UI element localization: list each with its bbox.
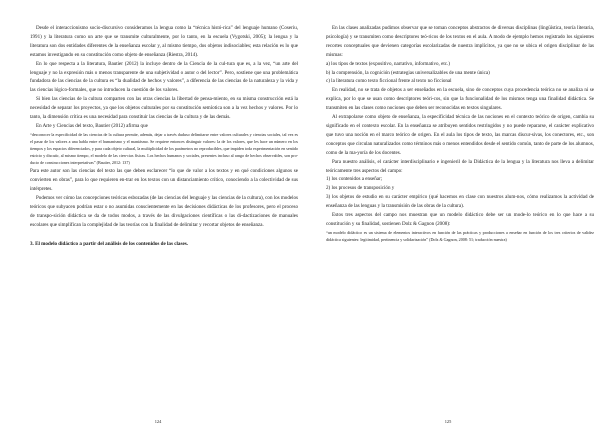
left-paragraph-2: En lo que respecta a la literatura, Bautier (2012) la incluye dentro de la Ciencia de la cul-tura que es, a la vez, “un arte del lenguaje y no la expresión más o menos transparente de una subjetividad o autor o del lector”. Pero, sostiene que una problemática fundadora de las ciencias de la cultura es “la dualidad de hechos y valores”, a diferencia de las ciencias de la naturaleza y la vida y las ciencias lógico-formales, que no introducen la cuestión de los valores. — [30, 60, 298, 94]
left-page-number: 124 — [154, 419, 162, 424]
left-page — [30, 24, 298, 424]
numbered-item-1: 1) los contenidos a enseñar; — [326, 176, 383, 183]
right-page — [326, 24, 594, 424]
right-paragraph-3: Al extrapolarse como objeto de enseñanza, la especificidad técnica de las nociones en el contexto teórico de origen, cambia su significado en el contexto escolar. En la enseñanza se atribuyen sentidos restringidos y no puede repararse, el carácter explicativo que tuvo una noción en el marco teórico de origen. En el aula los tipos de texto, las marcas discur-sivas, los conectores, etc., son conceptos que circulan naturalizados como términos más o menos entendidos desde el sentido común, tanto de parte de los alumnos, como de la ma-yoría de los docentes. — [326, 114, 594, 156]
left-paragraph-6: Podemos ver cómo las concepciones teóricas esbozadas (de las ciencias del lenguaje y las ciencias de la cultura), con los modelos teóricos que subyacen podrían estar o no asumidas conscientemente en las decisiones didácticas de los profesores, pero el proceso de transpo-sición didáctica se da de todos modos, a través de las divulgaciones científicas o las di-dactizaciones de manuales escolares que simplifican la complejidad de las teorías con la finalidad de delimitar y recortar objetos de enseñanza. — [30, 195, 298, 228]
right-paragraph-1: En las clases analizadas pudimos observar que se toman conceptos abstractos de diversas disciplinas (lingüística, teoría literaria, psicología) y se transmiten como descriptores teó-ricos de los textos en el aula. A modo de ejemplo hemos registrado los siguientes recortes conceptuales que devienen categorías escolarizadas de nuestra implícitos, ya que no se ubica el origen disciplinar de las mismas: — [326, 25, 594, 58]
right-block-quote: “un modelo didáctico es un sistema de elementos interactivos en función de las prácticas y producciones a enseñar en función de los tres criterios de validez didáctica siguientes: legitimidad, pertinencia y solidarización” (Dolz & Gagnon, 2008: 51; traducción nuestra) — [326, 229, 594, 242]
list-item-c: c) la literatura como texto ficcional frente al texto no ficcional — [326, 78, 452, 85]
left-block-quote: “desconocer la especificidad de las ciencias de la cultura permite, además, dejar a través duduso delimitarse entre valores culturales y ciencias sociales, tal vez es el pasar de los valores a una habla entre el humanismo y el maniásmo. Se requiere entonces distinguir valores: la de los valores, que les hace un número en los tiempos y los espacios diferenciados, y para cada objeto cultural, la multiplicidad de los parámetros no reproducibles, que impiden toda experimentación en sentido estricto y discutir, al mismo tiempo, el modelo de las cien-cias físicas. Los hechos humanos y sociales, presentes incluso al rango de hechos observables, son pro-ducto de construcciones interpretativas” (Bautier, 2012: 137) — [30, 131, 298, 166]
left-paragraph-5: Para este autor son las ciencias del texto las que deben esclarecer “lo que de valor a los textos y en qué condiciones algunos se convierten en obras”, para lo que requieren en-trar en los textos con un distanciamiento crítico, conociendo a la colectividad de sus intérpretes. — [30, 168, 298, 193]
right-paragraph-4: Para nuestro análisis, el carácter interdisciplinario e ingenieril de la Didáctica de la lengua y la literatura nos lleva a delimitar teóricamente tres aspectos del campo: — [326, 158, 594, 174]
list-item-a: a) los tipos de textos (expositivo, narrativo, informativo, etc.) — [326, 60, 450, 67]
numbered-item-2: 2) los procesos de transposición y — [326, 185, 395, 192]
right-page-number: 125 — [444, 419, 452, 424]
list-item-b: b) la comprensión, la cognición (estrategias universalizables de una mente única) — [326, 69, 490, 76]
right-paragraph-5: Estos tres aspectos del campo nos muestran que un modelo didáctico debe ser un mode-lo teórico en lo que hace a su constitución y su finalidad, sostienen Dolz & Gagnon (2008): — [326, 212, 594, 227]
left-paragraph-4: En Arte y Ciencias del texto, Bautier (2012) afirma que — [36, 122, 148, 129]
left-paragraph-1: Desde el interaccionismo socio-discursivo consideramos la lengua como la “técnica histó-rica” del lenguaje humano (Coseriu, 1991) y la literatura como un arte que se transmite culturalmente, por lo tanto, en la escuela (Vygotski, 2005); la lengua y la literatura son dos entidades diferentes de la enseñanza escolar y, al mismo tiempo, dos objetos indisociables; esta relación es lo que estamos investigando en su constitución como objeto de enseñanza (Riestra, 2014). — [30, 25, 298, 58]
left-paragraph-3: Si bien las ciencias de la cultura comparten con las otras ciencias la libertad de pensa-miento, en su misma construcción está la necesidad de separar los proyectos, ya que los objetos culturales por su constitución semíotica son a la vez hechos y valores. Por lo tanto, la dimensión crítica es una necesidad para constituir las ciencias de la cultura y de las demás. — [30, 96, 298, 121]
section-heading: 3. El modelo didáctico a partir del análisis de los contenidos de las clases. — [30, 240, 188, 247]
right-paragraph-2: En realidad, no se trata de objetos a ser enseñados en la escuela, sino de conceptos cuya procedencia teórica no se analiza ni se explica, por lo que se usan como descriptores teóri-cos, sin que la funcionalidad de los mismos tenga una finalidad didáctica. Se transmiten en las clases como nociones que deben ser reconocidas en textos singulares. — [326, 87, 594, 112]
numbered-item-3: 3) los objetos de estudio en su carácter empírico (qué hacemos en clase con nuestros alum-nos, cómo realizamos la actividad de enseñanza de las lenguas y la transmisión de las obras de la cultura). — [326, 194, 594, 210]
